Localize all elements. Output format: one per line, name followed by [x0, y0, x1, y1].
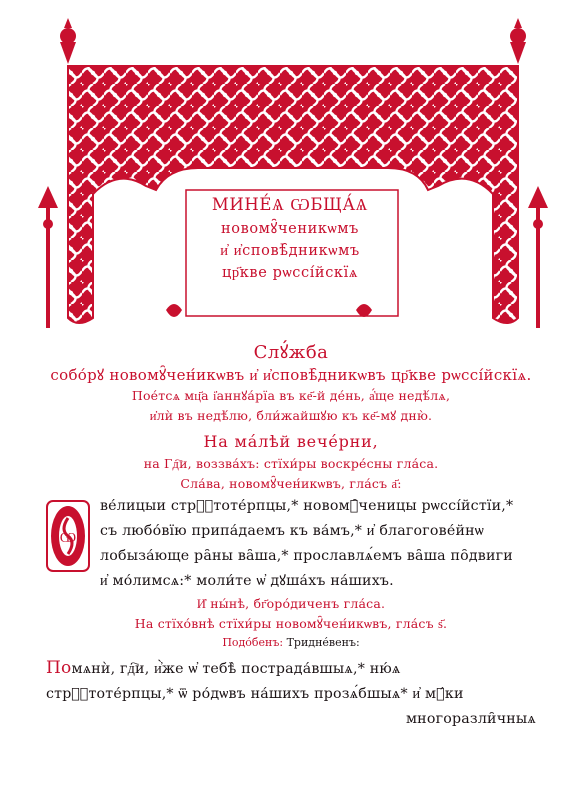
vespers-rubric-1 — [46, 454, 536, 474]
stichera-2-line-3: многоразли̑чныѧ — [405, 711, 536, 727]
stichera-2-line-1-rest: мѧнѝ, гд҇и, и҆̀же ѡ҆ тебѣ̀ пострада́вшыѧ,* ню́ѧ — [71, 661, 401, 677]
stichera-2-first-letters: По — [46, 658, 72, 678]
rubric-line-2: и҆лѝ въ недѣ́лю, бли́жайшꙋю къ ке҃-мꙋ дню̀. — [149, 408, 433, 423]
stichera-1-line-1: ве́лицыи стрⷭ҇тоте́рпцы,* новомꙋ̑ченицы рѡссі́йстїи,* — [100, 498, 514, 514]
podoben-line — [46, 634, 536, 652]
svg-text:Ѡ: Ѡ — [59, 530, 77, 546]
rubric-line-1: Пое́тсѧ мц҃а і҆аннꙋа́рїа въ ке҃-й де́нь, а҆́ще недѣ́лѧ, — [131, 388, 451, 403]
service-body — [46, 342, 536, 732]
vespers-rubric-2: Сла́ва, новомꙋ̑чен́икѡвъ, гла́съ а҃: — [180, 476, 402, 491]
drop-cap-initial — [46, 500, 90, 572]
service-heading: Слꙋ́жба — [253, 342, 329, 363]
theotokion-line-2: На стїхо́внѣ стїхи́ры новомꙋ̑чен́икѡвъ, гла́съ ѕ҃. — [134, 616, 448, 631]
stichera-1 — [46, 494, 536, 594]
title-block — [186, 192, 394, 320]
podoben-value: Тридне́венъ: — [286, 636, 360, 649]
stichera-2-line-2: стрⷭ҇тоте́рпцы,* ѿ ро́дѡвъ на́шихъ прозѧ́бшыѧ* и҆ мꙋ́ки — [46, 686, 464, 702]
stichera-1-line-4: и҆ мо́лимсѧ:* моли́те ѡ҆ дꙋша́хъ на́шихъ. — [100, 573, 394, 589]
stichera-1-line-2: съ любо́вїю припа́даемъ къ ва́мъ,* и҆ благогове́йнѡ — [100, 523, 484, 539]
stichera-2-line-1 — [46, 656, 536, 682]
title-line-2: новомꙋ̑ченикѡмъ — [220, 221, 359, 237]
stichera-1-line-3: лобыза́юще ра̑ны ва̑ша,* прославлѧ́емъ ва̑ша по̑двиги — [100, 548, 513, 564]
title-line-1: МИНЕ́Ѧ ѠБЩА́Ѧ — [211, 195, 369, 214]
title-line-4: цр҃кве рѡссі́йскїѧ — [222, 265, 358, 281]
vespers-heading: На ма́лѣй вечéрни, — [203, 432, 379, 451]
vespers-rubric-1-text: на Гд҇и, воззва́хъ: стїхи́ры воскре́сны гла́са. — [143, 456, 439, 471]
title-line-3: и҆ и҆сповѣ̑дникѡмъ — [220, 243, 360, 259]
theotokion-line-1: И҆ ны́нѣ, бг҃оро́диченъ гла́са. — [196, 596, 386, 611]
podoben-label: Подо́бенъ: — [222, 636, 284, 649]
stichera-2 — [46, 656, 536, 732]
service-subheading: собо́рꙋ новомꙋ̑чен́икѡвъ и҆ и҆сповѣ̑дникѡвъ цр҃кве рѡссі́йскїѧ. — [50, 366, 532, 384]
